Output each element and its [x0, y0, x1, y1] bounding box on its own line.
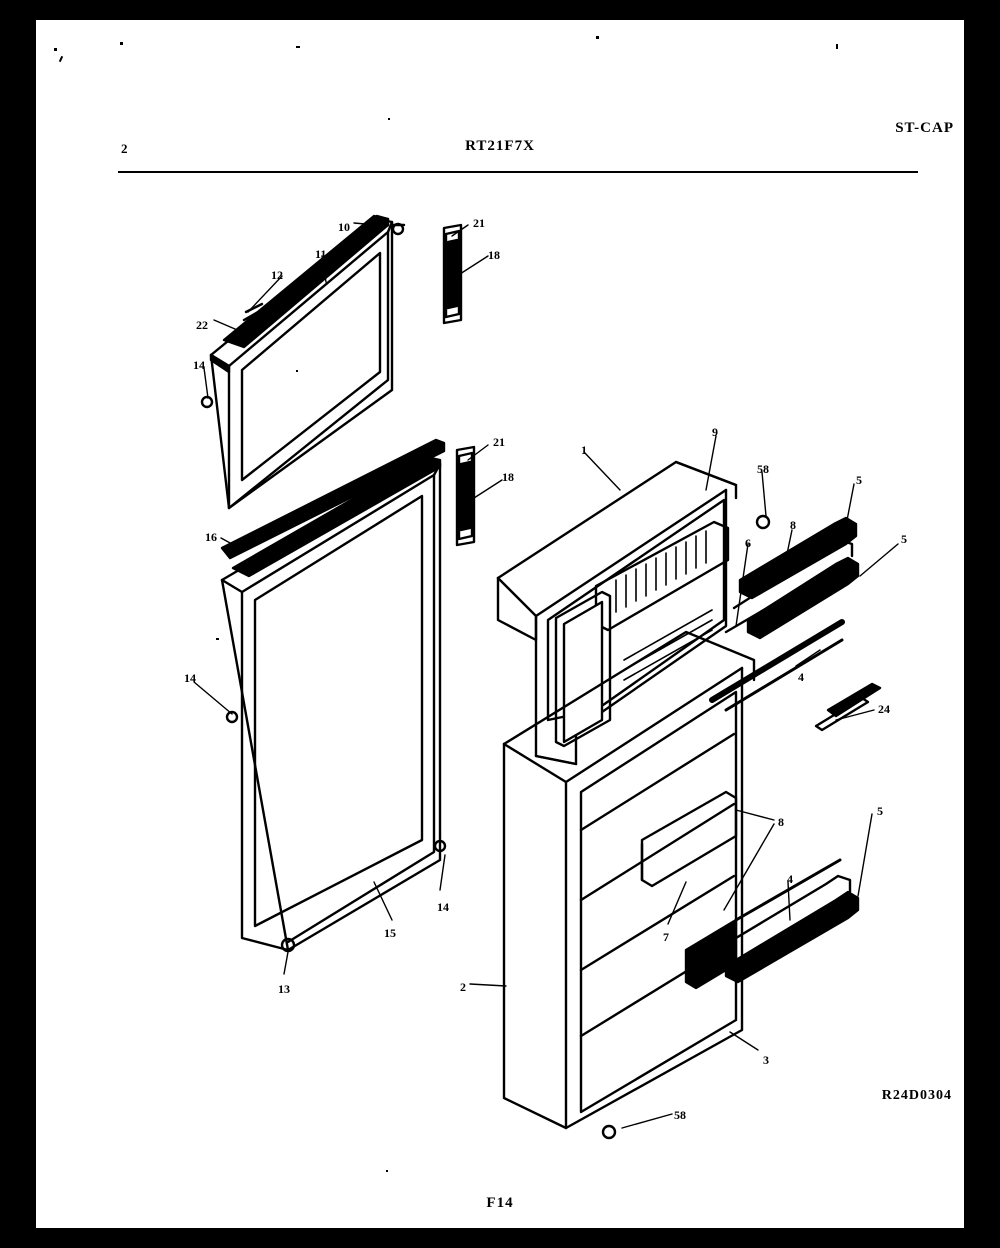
callout-21-mid: 21 [493, 435, 505, 449]
callout-58-upper: 58 [757, 462, 769, 476]
callout-15: 15 [384, 926, 396, 940]
callout-8-lower: 8 [778, 815, 784, 829]
callout-5-second: 5 [901, 532, 907, 546]
exploded-view-illustration [36, 20, 964, 1228]
callout-4-lower: 4 [787, 872, 793, 886]
callout-5-lower: 5 [877, 804, 883, 818]
callout-14-left: 14 [184, 671, 196, 685]
callout-11: 11 [315, 247, 327, 261]
callout-6: 6 [745, 536, 751, 550]
callout-14-lower: 14 [437, 900, 449, 914]
callout-7: 7 [663, 930, 669, 944]
callout-21-upper: 21 [473, 216, 485, 230]
callout-16: 16 [205, 530, 217, 544]
callout-24: 24 [878, 702, 890, 716]
callout-22: 22 [196, 318, 208, 332]
callout-1: 1 [581, 443, 587, 457]
model-number: RT21F7X [465, 138, 535, 154]
drawing-code: R24D0304 [881, 1088, 952, 1103]
callout-13: 13 [278, 982, 290, 996]
page-number: 2 [121, 141, 128, 156]
callout-8-upper: 8 [790, 518, 796, 532]
callout-2: 2 [460, 980, 466, 994]
callout-5-top: 5 [856, 473, 862, 487]
callout-4-upper: 4 [798, 670, 804, 684]
callout-58-lower: 58 [674, 1108, 686, 1122]
callout-9: 9 [712, 425, 718, 439]
callout-14-upper: 14 [193, 358, 205, 372]
callout-18-upper: 18 [488, 248, 500, 262]
callout-3: 3 [763, 1053, 769, 1067]
callout-18-mid: 18 [502, 470, 514, 484]
brand-label: ST-CAP [895, 120, 954, 136]
footer-code: F14 [486, 1195, 514, 1211]
callout-10: 10 [338, 220, 350, 234]
callout-12: 12 [271, 268, 283, 282]
parts-diagram-page [36, 20, 964, 1228]
